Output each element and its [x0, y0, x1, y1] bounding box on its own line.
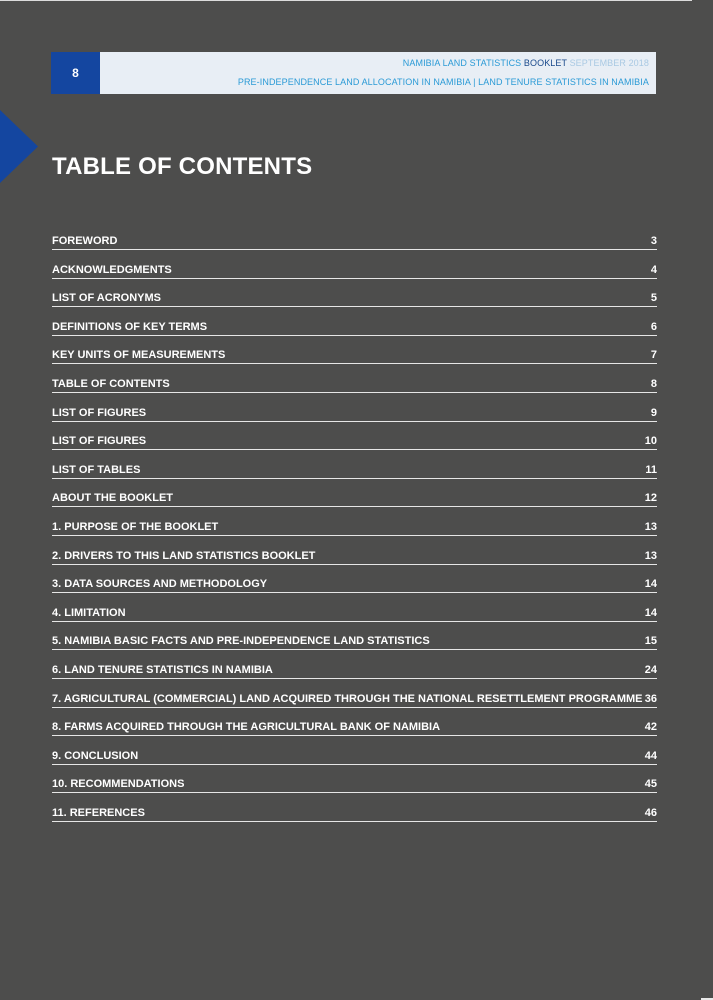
toc-entry-label: 6. LAND TENURE STATISTICS IN NAMIBIA [52, 663, 273, 676]
toc-entry-page: 13 [644, 549, 657, 562]
toc-entry[interactable] [52, 536, 657, 565]
toc-entry-label: 4. LIMITATION [52, 606, 126, 619]
toc-entry-page: 45 [644, 778, 657, 791]
toc-entry-page: 24 [644, 663, 657, 676]
toc-entry[interactable] [52, 279, 657, 308]
toc-entry-page: 4 [650, 263, 657, 276]
header-title-part1: NAMIBIA LAND STATISTICS [402, 58, 522, 68]
toc-entry[interactable] [52, 793, 657, 822]
toc-entry[interactable] [52, 364, 657, 393]
toc-entry[interactable] [52, 233, 657, 250]
toc-entry-label: 5. NAMIBIA BASIC FACTS AND PRE-INDEPENDENCE LAND STATISTICS [52, 635, 430, 648]
toc-entry-label: FOREWORD [52, 235, 118, 247]
page-number: 8 [72, 66, 79, 80]
toc-entry[interactable] [52, 679, 657, 708]
toc-entry-label: 11. REFERENCES [52, 806, 145, 819]
toc-entry[interactable] [52, 393, 657, 422]
toc-entry-page: 10 [644, 435, 657, 448]
page-header [51, 52, 656, 94]
toc-entry-page: 11 [645, 463, 657, 476]
toc-entry[interactable] [52, 307, 657, 336]
toc-entry[interactable] [52, 422, 657, 451]
toc-entry[interactable] [52, 479, 657, 508]
toc-entry-label: TABLE OF CONTENTS [52, 377, 170, 390]
header-booklet-title [403, 58, 649, 68]
toc-entry[interactable] [52, 507, 657, 536]
toc-entry-label: 1. PURPOSE OF THE BOOKLET [52, 520, 219, 533]
toc-entry-page: 8 [650, 377, 657, 390]
toc-entry-label: 8. FARMS ACQUIRED THROUGH THE AGRICULTURAL BANK OF NAMIBIA [52, 721, 441, 734]
header-section-titles: PRE-INDEPENDENCE LAND ALLOCATION IN NAMIBIA | LAND TENURE STATISTICS IN NAMIBIA [237, 77, 649, 87]
table-of-contents [52, 233, 657, 822]
toc-entry[interactable] [52, 765, 657, 794]
toc-entry[interactable] [52, 450, 657, 479]
page-title: TABLE OF CONTENTS [52, 153, 313, 180]
toc-entry-page: 13 [644, 520, 657, 533]
toc-entry-page: 14 [644, 606, 657, 619]
toc-entry-page: 9 [650, 406, 657, 419]
toc-entry-label: ACKNOWLEDGMENTS [52, 263, 172, 276]
toc-entry[interactable] [52, 736, 657, 765]
toc-entry[interactable] [52, 708, 657, 737]
header-title-date: SEPTEMBER 2018 [569, 58, 649, 68]
toc-entry-page: 36 [644, 692, 657, 705]
toc-entry-page: 12 [644, 492, 657, 505]
toc-entry-page: 42 [644, 721, 657, 734]
toc-entry-page: 7 [650, 349, 657, 362]
toc-entry-label: 2. DRIVERS TO THIS LAND STATISTICS BOOKLET [52, 549, 316, 562]
toc-entry-page: 15 [644, 635, 657, 648]
toc-entry-label: LIST OF TABLES [52, 463, 141, 476]
toc-entry[interactable] [52, 565, 657, 594]
toc-entry-label: KEY UNITS OF MEASUREMENTS [52, 349, 226, 362]
page-top-border [0, 0, 692, 1]
toc-entry-label: 3. DATA SOURCES AND METHODOLOGY [52, 578, 268, 591]
toc-entry-label: ABOUT THE BOOKLET [52, 492, 173, 505]
side-arrow-icon [0, 110, 38, 183]
toc-entry[interactable] [52, 650, 657, 679]
toc-entry-label: LIST OF FIGURES [52, 406, 147, 419]
toc-entry-page: 6 [650, 320, 657, 333]
toc-entry-page: 46 [644, 806, 657, 819]
toc-entry-label: 10. RECOMMENDATIONS [52, 778, 185, 791]
toc-entry-label: 9. CONCLUSION [52, 749, 139, 762]
toc-entry[interactable] [52, 593, 657, 622]
toc-entry-page: 3 [650, 235, 657, 247]
toc-entry-label: DEFINITIONS OF KEY TERMS [52, 320, 208, 333]
toc-entry-page: 44 [644, 749, 657, 762]
toc-entry[interactable] [52, 622, 657, 651]
toc-entry-page: 5 [650, 292, 657, 305]
toc-entry[interactable] [52, 250, 657, 279]
page-number-badge [51, 52, 100, 94]
toc-entry-label: LIST OF ACRONYMS [52, 292, 161, 305]
toc-entry[interactable] [52, 336, 657, 365]
toc-entry-label: 7. AGRICULTURAL (COMMERCIAL) LAND ACQUIRED THROUGH THE NATIONAL RESETTLEMENT PROGRAMME [52, 692, 643, 705]
header-title-part2: BOOKLET [523, 58, 567, 68]
toc-entry-label: LIST OF FIGURES [52, 435, 147, 448]
toc-entry-page: 14 [644, 578, 657, 591]
